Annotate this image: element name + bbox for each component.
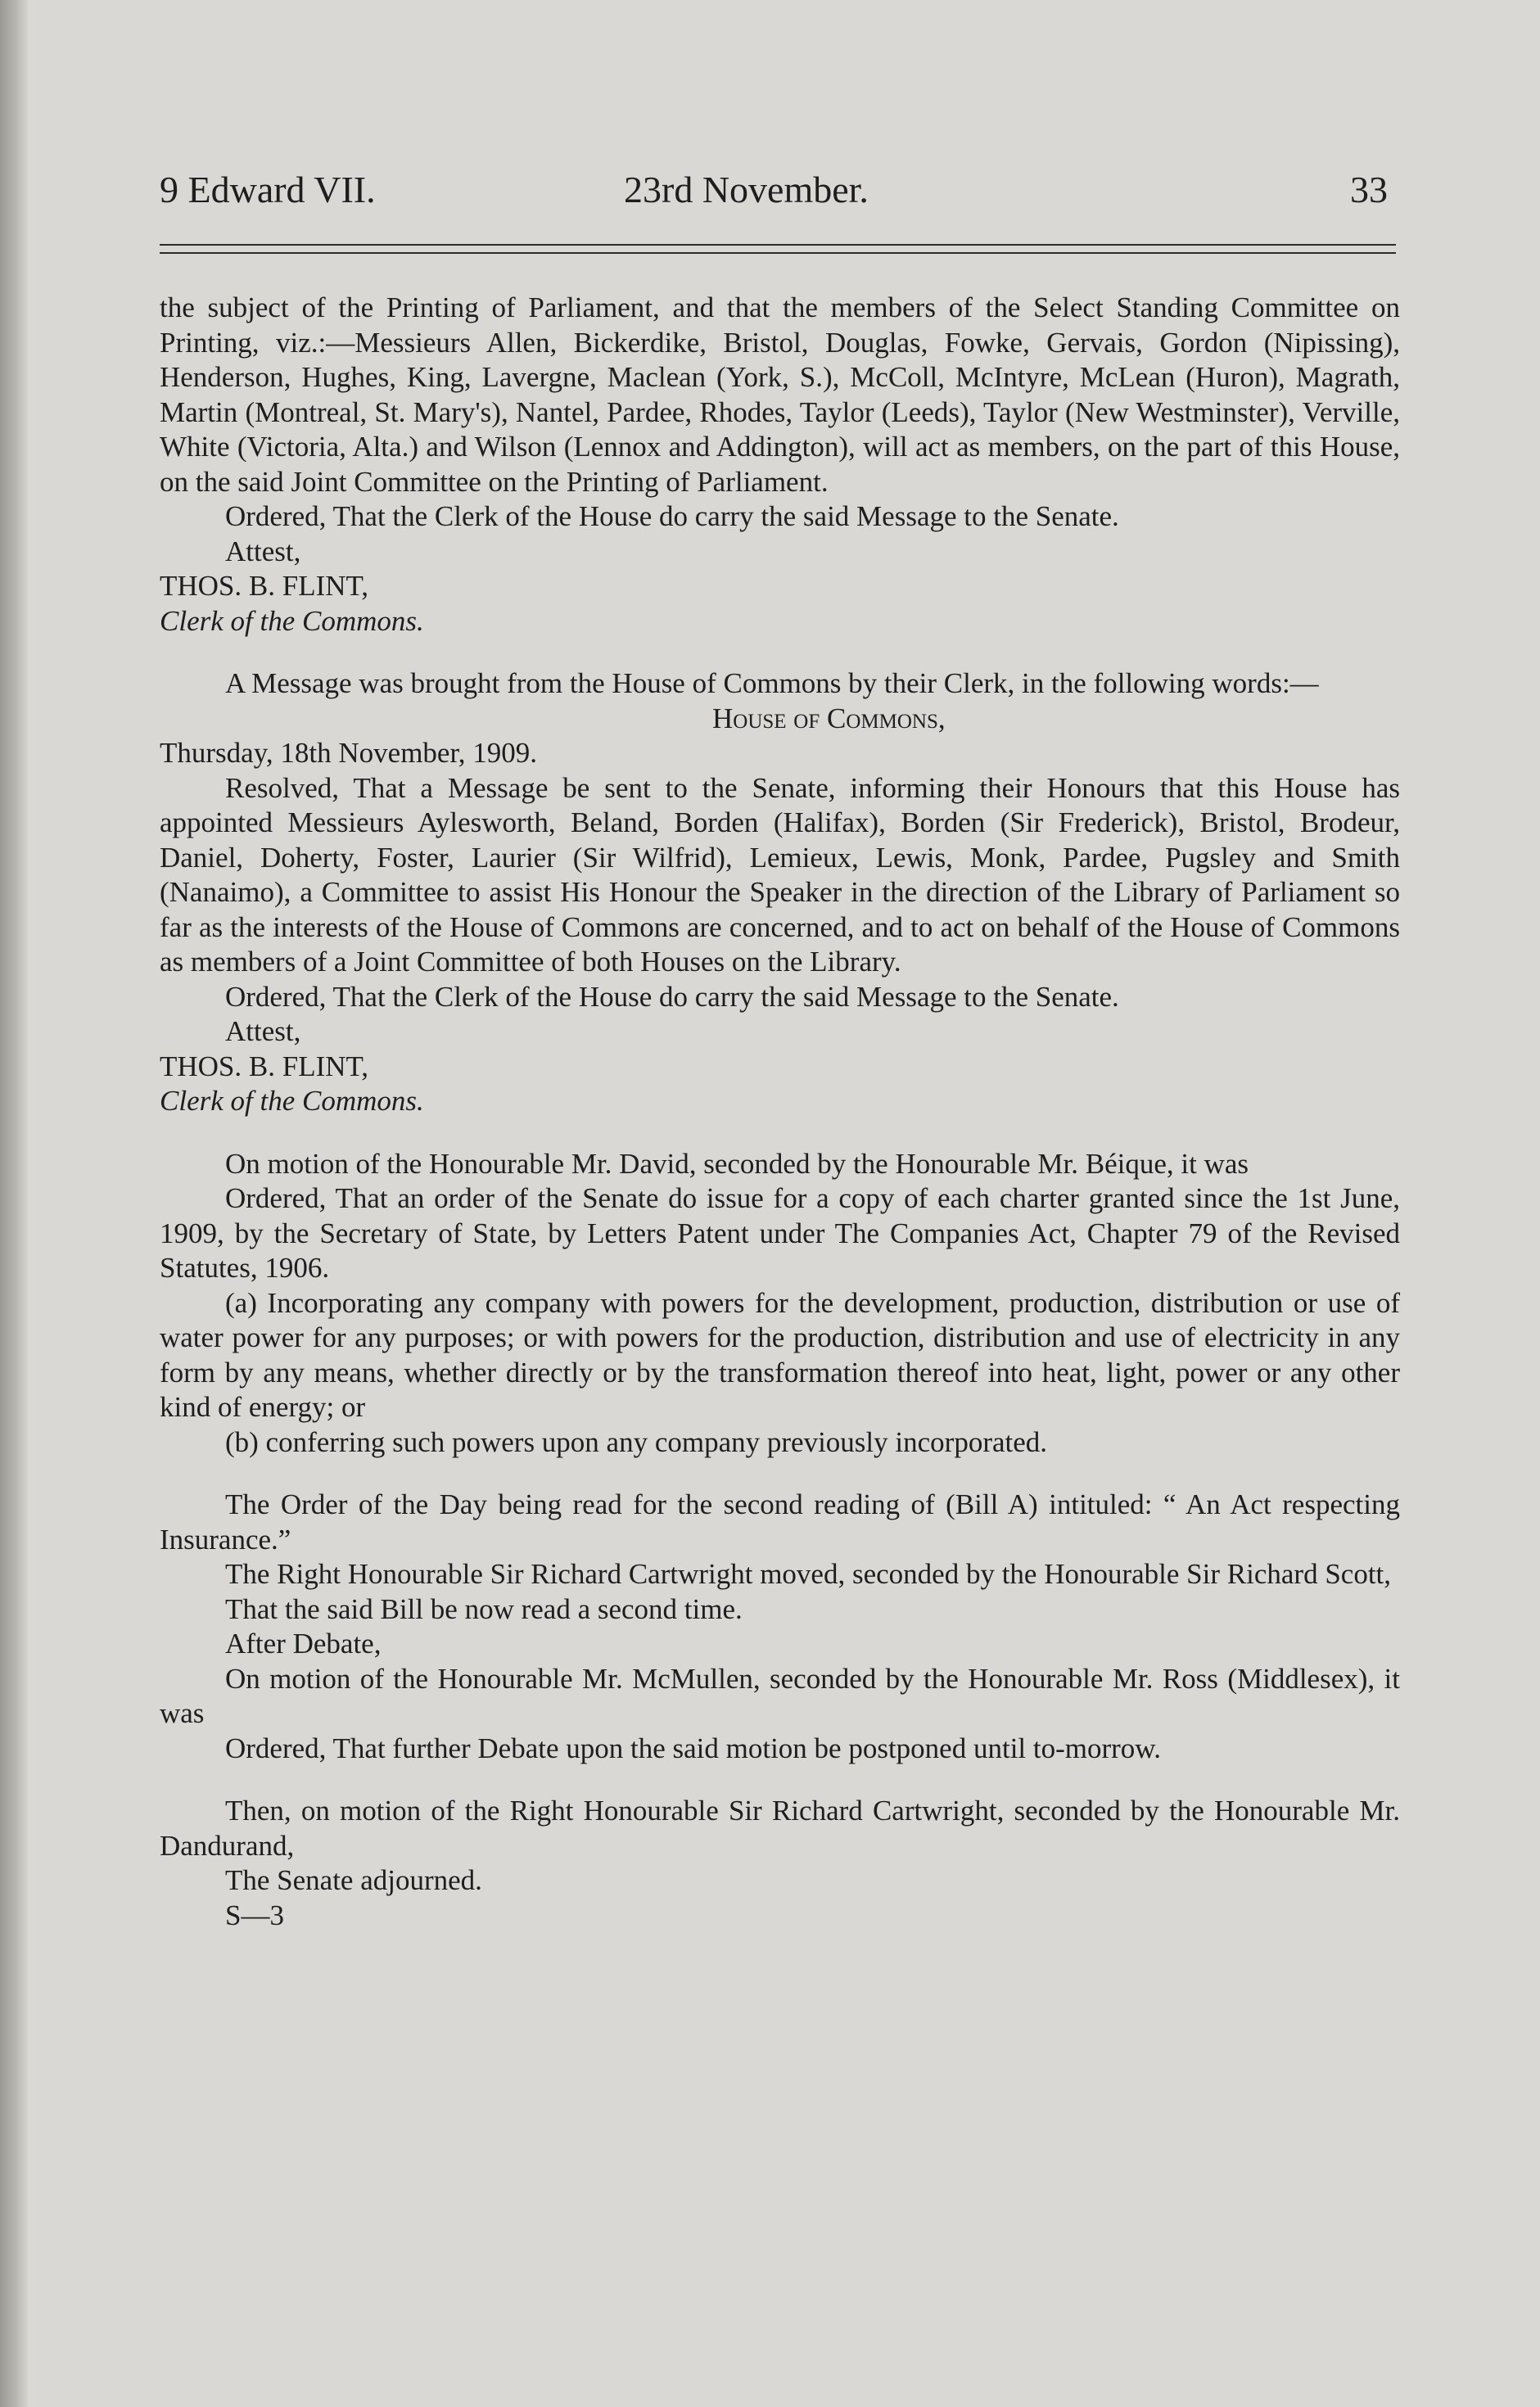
cartwright-motion-paragraph: The Right Honourable Sir Richard Cartwright moved, seconded by the Honourable Sir Richard Scott, bbox=[225, 1558, 1392, 1590]
after-debate-line: After Debate, bbox=[225, 1628, 382, 1660]
signature-title: Clerk of the Commons. bbox=[160, 604, 424, 637]
message-date: Thursday, 18th November, 1909. bbox=[160, 737, 537, 769]
ordered-paragraph: Ordered, That the Clerk of the House do carry the said Message to the Senate. bbox=[225, 980, 1119, 1013]
library-committee-paragraph: Resolved, That a Message be sent to the Senate, informing their Honours that this House has appointed Messieurs Aylesworth, Beland, Borden (Halifax), Borden (Sir Frederick), Bristol, Brodeur, Daniel, Doherty, Foster, Laurier (Sir Wilfrid), Lemieux, Lewis, Monk, Pardee, Pugsley and Smith (Nanaimo), a Committee to assist His Honour the Speaker in the direction of the Library of Parliament so far as the interests of the House of Commons are concerned, and to act on behalf of the House of Commons as members of a Joint Committee of both Houses on the Library. bbox=[160, 771, 1400, 978]
charter-order-paragraph: Ordered, That an order of the Senate do issue for a copy of each charter granted since the 1st June, 1909, by the Secretary of State, by Letters Patent under The Companies Act, Chapter 79 of the Revised Statutes, 1906. bbox=[160, 1182, 1400, 1284]
regnal-year: 9 Edward VII. bbox=[160, 169, 376, 210]
adjourn-motion-paragraph: Then, on motion of the Right Honourable Sir Richard Cartwright, seconded by the Honourable Mr. Dandurand, bbox=[160, 1795, 1400, 1862]
header-date: 23rd November. bbox=[624, 169, 869, 210]
second-reading-line: That the said Bill be now read a second time. bbox=[225, 1592, 743, 1625]
senate-adjourned-line: The Senate adjourned. bbox=[225, 1864, 482, 1896]
signature-name: THOS. B. FLINT, bbox=[160, 570, 369, 602]
attest-line: Attest, bbox=[225, 535, 301, 567]
signature-name: THOS. B. FLINT, bbox=[160, 1050, 369, 1082]
header-rule-top bbox=[160, 244, 1396, 246]
david-motion-paragraph: On motion of the Honourable Mr. David, seconded by the Honourable Mr. Béique, it was bbox=[225, 1147, 1249, 1180]
house-of-commons-heading: House of Commons, bbox=[712, 702, 946, 734]
signature-title: Clerk of the Commons. bbox=[160, 1085, 424, 1117]
item-a-paragraph: (a) Incorporating any company with powers for the development, production, distribution or use of water power for any purposes; or with powers for the production, distribution and use of electricity in any form by any means, whether directly or by the transformation thereof into heat, light, power or any other kind of energy; or bbox=[160, 1286, 1400, 1423]
ordered-paragraph: Ordered, That the Clerk of the House do carry the said Message to the Senate. bbox=[225, 500, 1119, 532]
attest-line: Attest, bbox=[225, 1015, 301, 1047]
page-gutter-shadow bbox=[0, 0, 28, 2407]
running-header bbox=[160, 168, 1400, 217]
message-intro-paragraph: A Message was brought from the House of Commons by their Clerk, in the following words:— bbox=[225, 667, 1319, 699]
printing-committee-paragraph: the subject of the Printing of Parliament, and that the members of the Select Standing Committee on Printing, viz.:—Messieurs Allen, Bickerdike, Bristol, Douglas, Fowke, Gervais, Gordon (Nipissing), Henderson, Hughes, King, Lavergne, Maclean (York, S.), McColl, McIntyre, McLean (Huron), Magrath, Martin (Montreal, St. Mary's), Nantel, Pardee, Rhodes, Taylor (Leeds), Taylor (New Westminster), Verville, White (Victoria, Alta.) and Wilson (Lennox and Addington), will act as members, on the part of this House, on the said Joint Committee on the Printing of Parliament. bbox=[160, 291, 1400, 498]
body-text bbox=[160, 291, 1400, 1933]
postpone-order-paragraph: Ordered, That further Debate upon the said motion be postponed until to-morrow. bbox=[225, 1732, 1162, 1764]
signature-mark: S—3 bbox=[225, 1899, 284, 1931]
header-rule-bottom bbox=[160, 252, 1396, 254]
page-number: 33 bbox=[1350, 169, 1388, 210]
order-of-day-paragraph: The Order of the Day being read for the second reading of (Bill A) intituled: “ An Act respecting Insurance.” bbox=[160, 1488, 1400, 1556]
mcmullen-motion-paragraph: On motion of the Honourable Mr. McMullen, seconded by the Honourable Mr. Ross (Middlesex), it was bbox=[160, 1662, 1400, 1729]
item-b-paragraph: (b) conferring such powers upon any company previously incorporated. bbox=[225, 1425, 1048, 1458]
